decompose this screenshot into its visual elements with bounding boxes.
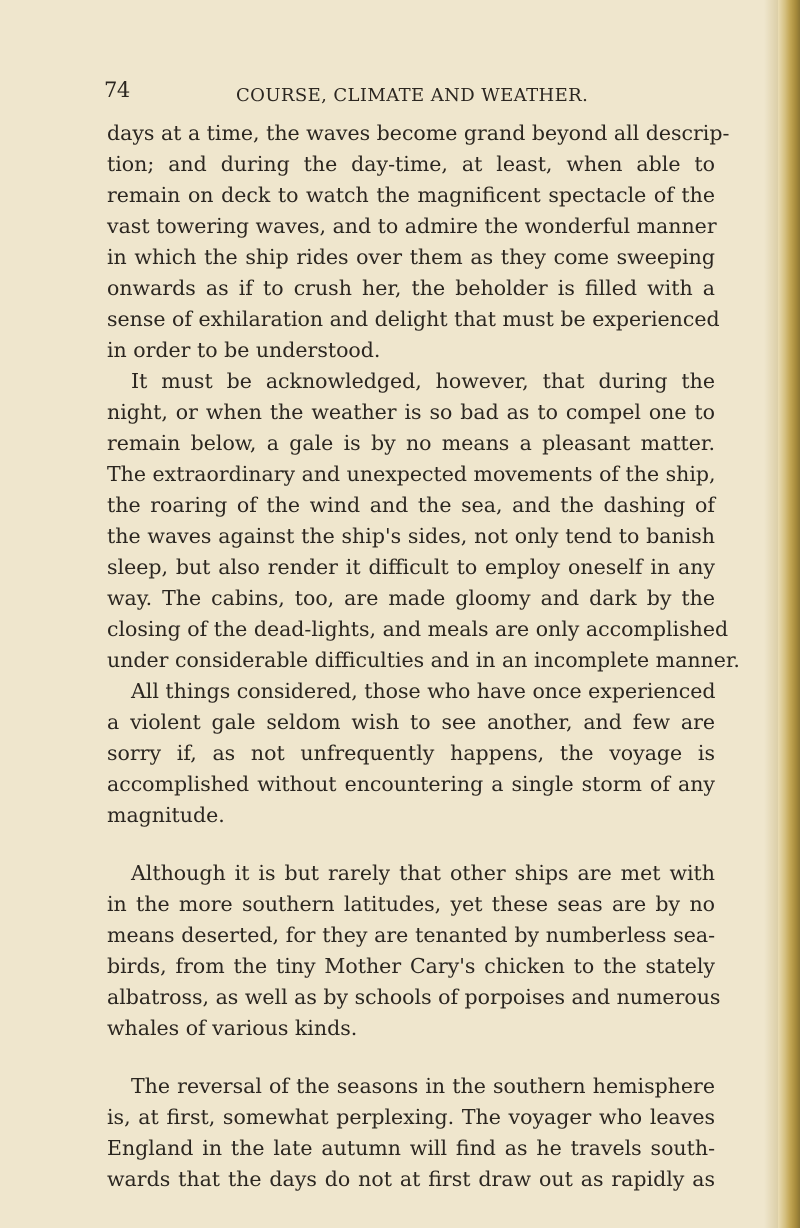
page-number: 74 xyxy=(104,78,130,102)
text-line: vast towering waves, and to admire the wonderful manner xyxy=(107,214,717,238)
text-line: All things considered, those who have once experienced xyxy=(131,679,716,703)
body-text xyxy=(107,118,740,1195)
text-line: The reversal of the seasons in the southern hemisphere xyxy=(131,1074,715,1098)
text-line: in the more southern latitudes, yet these seas are by no xyxy=(107,892,715,916)
text-line: magnitude. xyxy=(107,803,225,827)
text-line: is, at first, somewhat perplexing. The voyager who leaves xyxy=(107,1105,715,1129)
text-line: whales of various kinds. xyxy=(107,1016,358,1040)
text-line: onwards as if to crush her, the beholder is filled with a xyxy=(107,276,715,300)
paragraph-5 xyxy=(107,1071,715,1195)
text-line: under considerable difficulties and in an incomplete manner. xyxy=(107,648,740,672)
text-line: birds, from the tiny Mother Cary's chicken to the stately xyxy=(107,954,715,978)
text-line: means deserted, for they are tenanted by numberless sea- xyxy=(107,923,715,947)
text-line: a violent gale seldom wish to see another, and few are xyxy=(107,710,715,734)
paragraph-2 xyxy=(107,366,740,676)
text-line: way. The cabins, too, are made gloomy and dark by the xyxy=(107,586,715,610)
text-line: Although it is but rarely that other ships are met with xyxy=(131,861,715,885)
section-gap xyxy=(107,831,715,858)
paragraph-1 xyxy=(107,118,730,366)
paragraph-3 xyxy=(107,676,715,831)
text-line: sense of exhilaration and delight that must be experienced xyxy=(107,307,720,331)
text-line: sorry if, as not unfrequently happens, the voyage is xyxy=(107,741,715,765)
text-line: The extraordinary and unexpected movements of the ship, xyxy=(107,462,716,486)
page-edge xyxy=(778,0,800,1228)
text-line: tion; and during the day-time, at least, when able to xyxy=(107,152,715,176)
text-line: England in the late autumn will find as he travels south- xyxy=(107,1136,715,1160)
text-line: in order to be understood. xyxy=(107,338,381,362)
text-line: closing of the dead-lights, and meals are only accomplished xyxy=(107,617,729,641)
text-line: night, or when the weather is so bad as to compel one to xyxy=(107,400,715,424)
text-line: days at a time, the waves become grand beyond all descrip- xyxy=(107,121,730,145)
text-line: accomplished without encountering a single storm of any xyxy=(107,772,715,796)
text-line: remain on deck to watch the magnificent spectacle of the xyxy=(107,183,715,207)
text-line: It must be acknowledged, however, that during the xyxy=(131,369,715,393)
page-gutter-shadow xyxy=(764,0,778,1228)
paragraph-4 xyxy=(107,858,721,1044)
text-line: albatross, as well as by schools of porpoises and numerous xyxy=(107,985,721,1009)
running-title: COURSE, CLIMATE AND WEATHER. xyxy=(236,85,589,106)
section-gap xyxy=(107,1044,715,1071)
text-line: in which the ship rides over them as they come sweeping xyxy=(107,245,715,269)
text-line: wards that the days do not at first draw out as rapidly as xyxy=(107,1167,715,1191)
text-line: sleep, but also render it difficult to employ oneself in any xyxy=(107,555,715,579)
text-line: the roaring of the wind and the sea, and the dashing of xyxy=(107,493,715,517)
text-line: the waves against the ship's sides, not only tend to banish xyxy=(107,524,715,548)
text-line: remain below, a gale is by no means a pleasant matter. xyxy=(107,431,715,455)
